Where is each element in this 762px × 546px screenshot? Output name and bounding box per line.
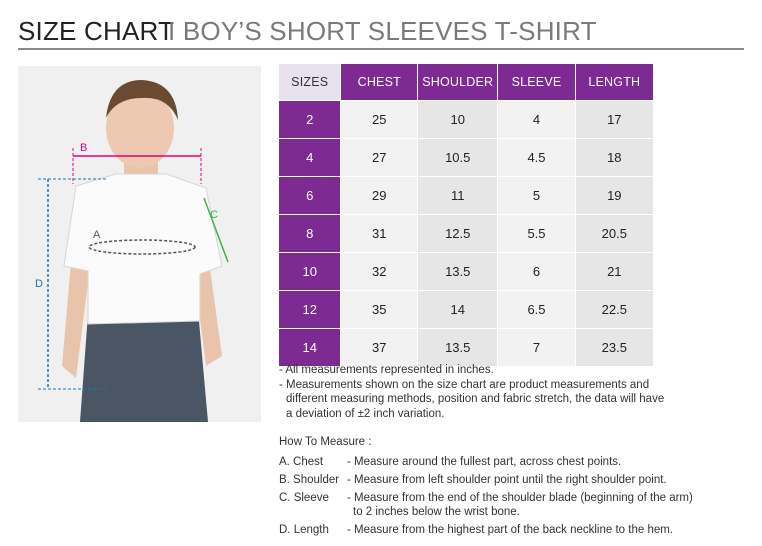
measure-item-shoulder [279, 473, 749, 487]
cell-chest: 37 [341, 329, 418, 367]
header-chest: CHEST [341, 64, 418, 101]
measure-desc-block [347, 491, 749, 519]
cell-length: 17 [575, 101, 653, 139]
measure-desc: - Measure from left shoulder point until the right shoulder point. [347, 474, 667, 486]
table-row [279, 177, 653, 215]
cell-chest: 29 [341, 177, 418, 215]
cell-chest: 32 [341, 253, 418, 291]
title-bar [18, 14, 744, 50]
cell-shoulder: 11 [418, 177, 498, 215]
how-to-measure-title: How To Measure : [279, 436, 372, 448]
note-line: different measuring methods, position and fabric stretch, the data will have [286, 393, 665, 405]
tshirt-shape [64, 174, 222, 324]
measure-key: B. Shoulder [279, 474, 340, 486]
cell-length: 21 [575, 253, 653, 291]
cell-length: 22.5 [575, 291, 653, 329]
measurement-notes [279, 363, 679, 421]
page-subtitle: I BOY’S SHORT SLEEVES T-SHIRT [168, 16, 597, 46]
label-b: B [80, 142, 88, 154]
cell-sleeve: 7 [498, 329, 575, 367]
cell-sleeve: 5.5 [498, 215, 575, 253]
cell-shoulder: 10.5 [418, 139, 498, 177]
note-line: a deviation of ±2 inch variation. [286, 407, 445, 420]
measure-item-length [279, 523, 749, 537]
cell-sleeve: 5 [498, 177, 575, 215]
cell-shoulder: 12.5 [418, 215, 498, 253]
cell-chest: 27 [341, 139, 418, 177]
how-to-measure-section [279, 436, 749, 541]
cell-size: 12 [279, 291, 341, 329]
cell-length: 19 [575, 177, 653, 215]
label-d: D [35, 278, 43, 290]
cell-length: 18 [575, 139, 653, 177]
table-row [279, 253, 653, 291]
table-row [279, 101, 653, 139]
cell-shoulder: 13.5 [418, 329, 498, 367]
header-length: LENGTH [575, 64, 653, 101]
cell-size: 10 [279, 253, 341, 291]
table-row [279, 215, 653, 253]
model-photo [18, 66, 261, 422]
boy-illustration [18, 66, 261, 422]
table-header-row [279, 64, 653, 101]
cell-sleeve: 4.5 [498, 139, 575, 177]
measure-key: A. Chest [279, 456, 324, 468]
table-row [279, 139, 653, 177]
measure-desc: to 2 inches below the wrist bone. [353, 506, 520, 518]
cell-shoulder: 13.5 [418, 253, 498, 291]
header-shoulder: SHOULDER [418, 64, 498, 101]
note-line: - All measurements represented in inches. [279, 364, 494, 376]
pants-shape [80, 310, 208, 422]
cell-sleeve: 6.5 [498, 291, 575, 329]
cell-size: 8 [279, 215, 341, 253]
cell-size: 4 [279, 139, 341, 177]
header-sizes: SIZES [279, 64, 341, 101]
page-title: SIZE CHART [18, 16, 175, 46]
cell-shoulder: 10 [418, 101, 498, 139]
note-line: - Measurements shown on the size chart are product measurements and [279, 378, 650, 391]
measure-desc: - Measure around the fullest part, across chest points. [347, 456, 622, 468]
cell-sleeve: 4 [498, 101, 575, 139]
measure-desc: - Measure from the highest part of the back neckline to the hem. [347, 524, 674, 536]
table-row [279, 329, 653, 367]
measure-key: D. Length [279, 524, 329, 536]
cell-shoulder: 14 [418, 291, 498, 329]
size-table [279, 64, 653, 366]
label-c: C [210, 209, 218, 221]
measure-item-chest [279, 455, 749, 469]
label-a: A [93, 229, 101, 241]
cell-length: 20.5 [575, 215, 653, 253]
table-row [279, 291, 653, 329]
cell-sleeve: 6 [498, 253, 575, 291]
cell-size: 2 [279, 101, 341, 139]
cell-size: 6 [279, 177, 341, 215]
cell-size: 14 [279, 329, 341, 367]
cell-chest: 25 [341, 101, 418, 139]
measure-desc: - Measure from the end of the shoulder blade (beginning of the arm) [347, 492, 693, 504]
measure-item-sleeve [279, 491, 749, 519]
measure-key: C. Sleeve [279, 492, 329, 504]
cell-chest: 35 [341, 291, 418, 329]
header-sleeve: SLEEVE [498, 64, 575, 101]
cell-length: 23.5 [575, 329, 653, 367]
cell-chest: 31 [341, 215, 418, 253]
